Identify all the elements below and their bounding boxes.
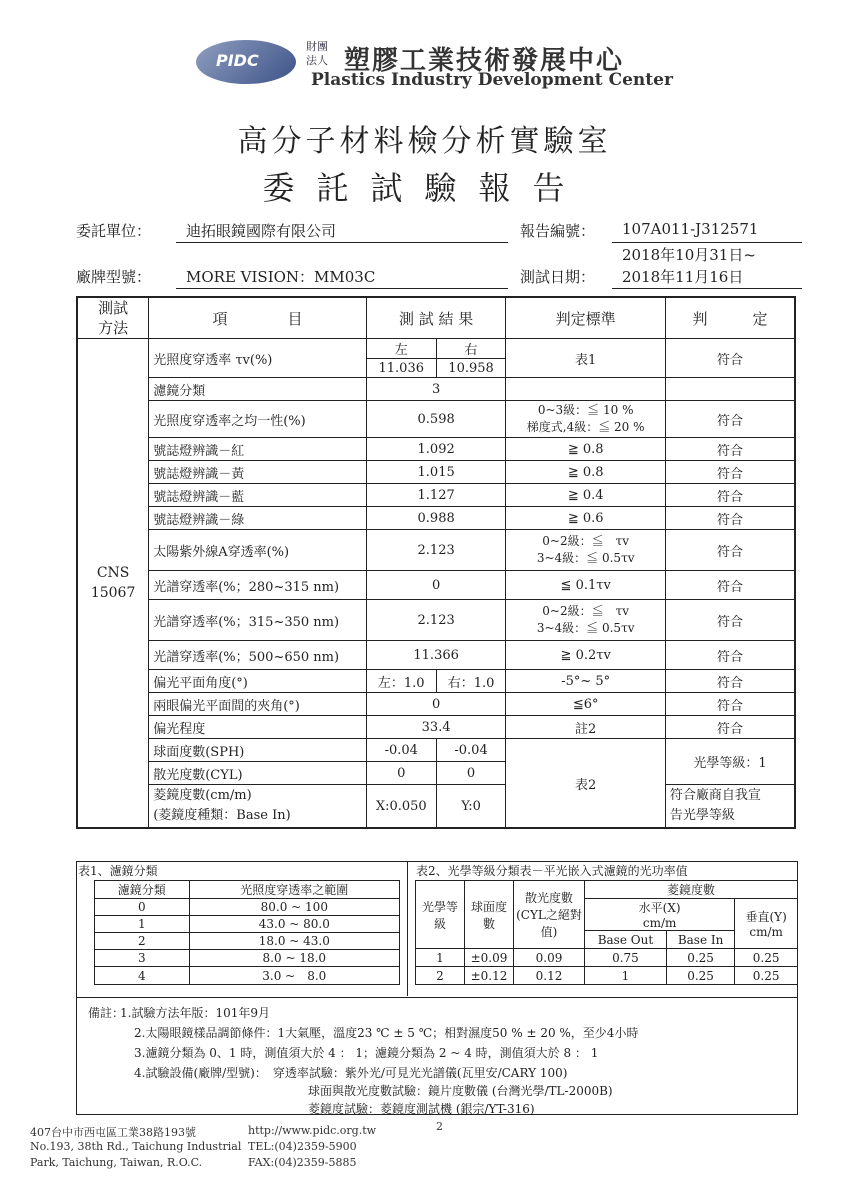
table-row: 光譜穿透率(%；280~315 nm) 0 ≦ 0.1τv 符合 <box>77 571 795 600</box>
table-row: 號誌燈辨識－藍 1.127 ≧ 0.4 符合 <box>77 484 795 507</box>
table-row: 光譜穿透率(%；500~650 nm) 11.366 ≧ 0.2τv 符合 <box>77 641 795 670</box>
footer-website[interactable]: http://www.pidc.org.tw <box>248 1124 377 1137</box>
client-label: 委託單位： <box>76 222 152 240</box>
method-cell: CNS 15067 <box>77 339 149 829</box>
table-row: 菱鏡度數(cm/m) (菱鏡度種類：Base In) X:0.050 Y:0 符合廠商自我宣 告光學等級 <box>77 785 795 829</box>
note-4: 4.試驗設備(廠牌/型號)： 穿透率試驗：紫外光/可見光光譜儀(瓦里安/CARY 100) <box>134 1066 568 1080</box>
table-row: 號誌燈辨識－綠 0.988 ≧ 0.6 符合 <box>77 507 795 530</box>
table-row: 球面度數(SPH) -0.04 -0.04 表2 光學等級：1 <box>77 739 795 762</box>
client-value: 迪拓眼鏡國際有限公司 <box>186 222 337 240</box>
header-result: 測 試 結 果 <box>366 297 506 339</box>
date-label: 測試日期： <box>520 268 596 286</box>
date-line1: 2018年10月31日~ <box>622 246 756 264</box>
note-2: 2.太陽眼鏡樣品調節條件：1大氣壓，溫度23 ℃ ± 5 ℃；相對濕度50 % ± 20 %，至少4小時 <box>134 1026 639 1040</box>
report-no-value: 107A011-J312571 <box>622 220 759 238</box>
footer-address-1: 407台中市西屯區工業38路193號 <box>30 1126 196 1139</box>
notes-label: 備註： <box>88 1006 125 1020</box>
table-row: CNS 15067 光照度穿透率 τv(%) 左 右 表1 符合 <box>77 339 795 359</box>
table-row: 光照度穿透率之均一性(%) 0.598 0~3級：≦ 10 % 梯度式,4級：≦ 20 % 符合 <box>77 401 795 438</box>
table-row: 1 ±0.09 0.09 0.75 0.25 0.25 <box>416 949 798 967</box>
footer-address-3: Park, Taichung, Taiwan, R.O.C. <box>30 1156 203 1169</box>
note-3: 3.濾鏡分類為 0、1 時，測值須大於 4 ： 1；濾鏡分類為 2 ~ 4 時，測值須大於 8 ： 1 <box>134 1046 599 1060</box>
table-row: 太陽紫外線A穿透率(%) 2.123 0~2級：≦ τv 3~4級：≦ 0.5τv 符合 <box>77 530 795 571</box>
table2-caption: 表2、光學等級分類表－平光嵌入式濾鏡的光功率值 <box>416 864 688 878</box>
table-row: 1 43.0 ~ 80.0 <box>95 916 400 933</box>
footer-phone: TEL:(04)2359-5900 <box>248 1140 357 1153</box>
pidc-logo <box>196 40 296 84</box>
note-1: 1.試驗方法年版：101年9月 <box>120 1006 270 1020</box>
footer-fax: FAX:(04)2359-5885 <box>248 1156 357 1169</box>
logo-text: PIDC <box>216 51 259 70</box>
table-row: 偏光程度 33.4 註2 符合 <box>77 716 795 739</box>
lab-title: 高分子材料檢分析實驗室 <box>237 124 612 159</box>
table-row: 2 18.0 ~ 43.0 <box>95 933 400 950</box>
table-row: 號誌燈辨識－紅 1.092 ≧ 0.8 符合 <box>77 438 795 461</box>
brand-value: MORE VISION：MM03C <box>186 268 376 286</box>
table-row: 11.036 10.958 <box>77 359 795 378</box>
brand-label: 廠牌型號： <box>76 268 152 286</box>
table1-caption: 表1、濾鏡分類 <box>78 864 158 878</box>
page-number: 2 <box>436 1120 443 1133</box>
header-item: 項 目 <box>149 297 367 339</box>
table-row: 3 8.0 ~ 18.0 <box>95 950 400 967</box>
table-row: 2 ±0.12 0.12 1 0.25 0.25 <box>416 967 798 985</box>
item-cell: 光照度穿透率 τv(%) <box>149 339 367 378</box>
org-name-en: Plastics Industry Development Center <box>311 70 673 90</box>
note-5: 球面與散光度數試驗：鏡片度數儀 (台灣光學/TL-2000B) <box>308 1084 613 1098</box>
test-results-table <box>76 296 796 829</box>
report-no-label: 報告編號： <box>520 222 596 240</box>
header-standard: 判定標準 <box>506 297 665 339</box>
header-method: 測試 方法 <box>77 297 149 339</box>
header-judge: 判 定 <box>665 297 795 339</box>
table-row: 散光度數(CYL) 0 0 <box>77 762 795 785</box>
table-row: 偏光平面角度(°) 左：1.0 右：1.0 -5°~ 5° 符合 <box>77 670 795 693</box>
table1-filter-classes: 濾鏡分類 光照度穿透率之範圍 0 80.0 ~ 100 1 43.0 ~ 80.0 2 18.0 ~ 43.0 3 8.0 ~ 18.0 4 3.0 ~ 8.0 <box>94 880 400 985</box>
date-line2: 2018年11月16日 <box>622 268 744 286</box>
table-row: 0 80.0 ~ 100 <box>95 899 400 916</box>
footer-address-2: No.193, 38th Rd., Taichung Industrial <box>30 1140 242 1153</box>
report-title: 委託試驗報告 <box>262 169 587 207</box>
table2-optical-grade: 光學等級 球面度數 散光度數(CYL之絕對值) 菱鏡度數 水平(X) cm/m 垂直(Y) cm/m Base Out Base In 1 ±0.09 0.09 0.75 0.25 0.25 2 ±0.12 0.12 1 0.25 0.25 <box>415 880 798 985</box>
table-row: 號誌燈辨識－黃 1.015 ≧ 0.8 符合 <box>77 461 795 484</box>
org-name-zh: 塑膠工業技術發展中心 <box>344 46 625 76</box>
table-row: 濾鏡分類 3 <box>77 378 795 401</box>
table-header-row <box>77 297 795 339</box>
table-row: 兩眼偏光平面間的夾角(°) 0 ≦6° 符合 <box>77 693 795 716</box>
table-row: 4 3.0 ~ 8.0 <box>95 967 400 985</box>
note-6: 菱鏡度試驗：菱鏡度測試機 (銀宗/YT-316) <box>308 1102 535 1116</box>
logo-small-text: 財團 法人 <box>306 40 328 67</box>
table-row: 光譜穿透率(%；315~350 nm) 2.123 0~2級：≦ τv 3~4級：≦ 0.5τv 符合 <box>77 600 795 641</box>
